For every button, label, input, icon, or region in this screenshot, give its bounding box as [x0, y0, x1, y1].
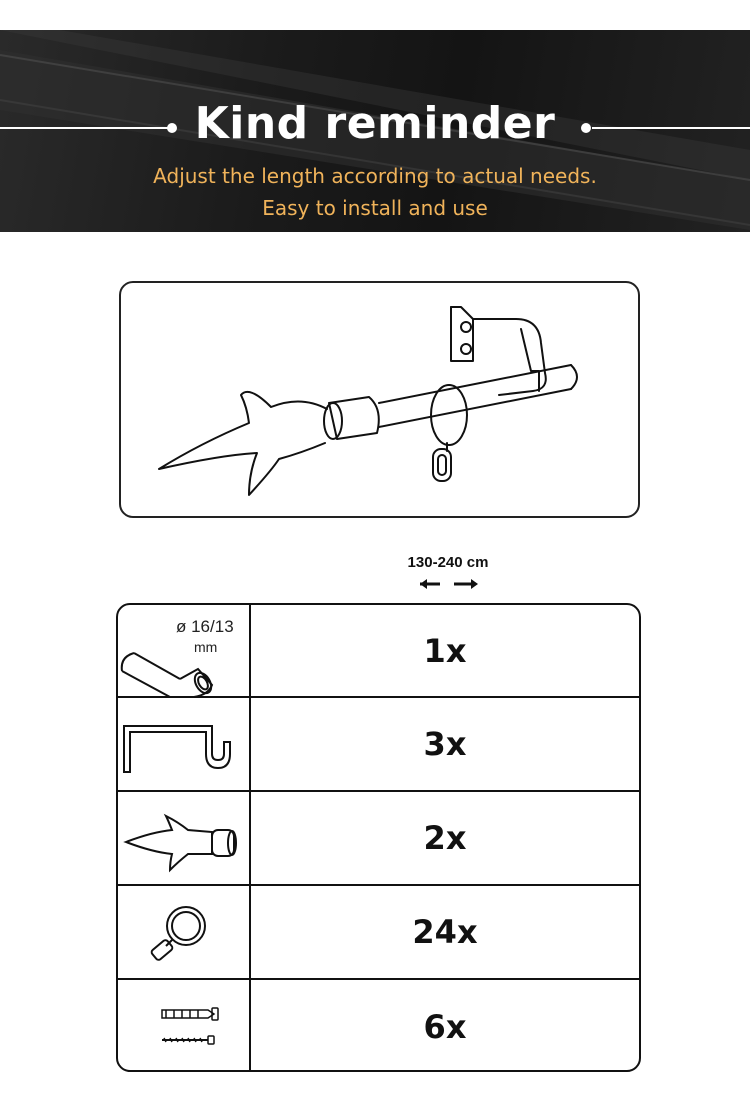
anchor-screw-icon — [118, 980, 251, 1072]
table-row — [118, 980, 639, 1072]
curtain-rod-drawing — [121, 283, 642, 520]
table-row — [118, 605, 639, 698]
rod-diameter-spec: ø 16/13 — [176, 617, 234, 636]
ring-clip-icon — [118, 886, 251, 980]
banner-subtitle-2: Easy to install and use — [262, 196, 488, 220]
finial-quantity: 2x — [423, 819, 467, 857]
ring-clip-icon-cell — [118, 886, 251, 978]
product-illustration — [119, 281, 640, 518]
rod-quantity: 1x — [423, 631, 467, 670]
table-row — [118, 698, 639, 792]
bracket-quantity: 3x — [423, 725, 467, 763]
bracket-icon — [118, 698, 251, 792]
rod-diameter-unit: mm — [194, 639, 218, 655]
double-arrow-left-right-icon — [418, 576, 480, 592]
header-banner — [0, 30, 750, 232]
rod-icon-cell — [118, 605, 251, 696]
ring-quantity: 24x — [412, 913, 478, 951]
finial-icon — [118, 792, 251, 886]
banner-subtitle-1: Adjust the length according to actual needs. — [153, 164, 597, 188]
finial-icon-cell — [118, 792, 251, 884]
parts-list-table — [116, 603, 641, 1072]
bracket-icon-cell — [118, 698, 251, 790]
table-row — [118, 886, 639, 980]
length-range-label: 130-240 cm — [407, 554, 489, 571]
anchor-screw-quantity: 6x — [423, 1008, 467, 1046]
banner-title: Kind reminder — [194, 98, 556, 149]
anchor-screw-icon-cell — [118, 980, 251, 1072]
table-row — [118, 792, 639, 886]
